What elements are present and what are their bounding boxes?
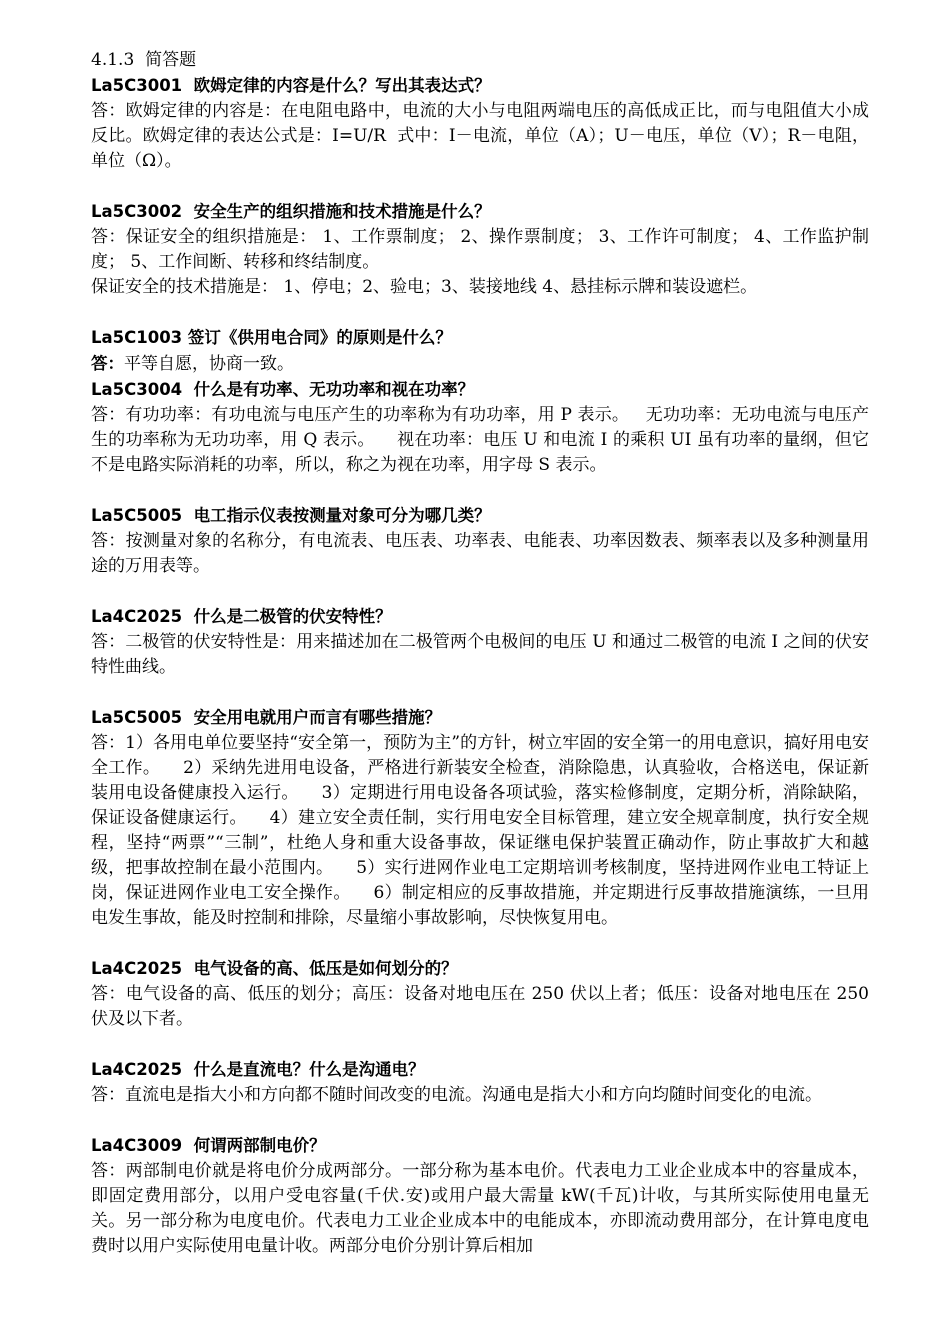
question-9 [91, 1057, 869, 1083]
question-6 [91, 604, 869, 630]
question-4 [91, 377, 869, 403]
answer-2-technical: 保证安全的技术措施是： 1、停电；2、验电；3、装接地线 4、悬挂标示牌和装设遮栏。 [91, 277, 758, 297]
question-7-title: La5C5005 安全用电就用户而言有哪些措施？ [91, 708, 442, 727]
question-2-title: La5C3002 安全生产的组织措施和技术措施是什么？ [91, 202, 491, 221]
question-1 [91, 73, 869, 99]
answer-2-organizational: 答：保证安全的组织措施是： 1、工作票制度； 2、操作票制度； 3、工作许可制度； 4、工作监护制度； 5、工作间断、转移和终结制度。 [91, 227, 869, 272]
answer-10: 答：两部制电价就是将电价分成两部分。一部分称为基本电价。代表电力工业企业成本中的容量成本，即固定费用部分，以用户受电容量(千伏.安)或用户最大需量 kW(千瓦)计收，与其所实际使用电量无关。另一部分称为电度电价。代表电力工业企业成本中的电能成本，亦即流动费用部分，在计算电度电费时以用户实际使用电量计收。两部分电价分别计算后相加 [91, 1161, 869, 1256]
answer-3 [91, 351, 869, 377]
question-2 [91, 199, 869, 225]
answer-1: 答：欧姆定律的内容是：在电阻电路中，电流的大小与电阻两端电压的高低成正比，而与电阻值大小成反比。欧姆定律的表达公式是：I=U/R 式中：I－电流，单位（A）；U－电压，单位（V）；R－电阻，单位（Ω）。 [91, 101, 869, 171]
question-8 [91, 956, 869, 982]
question-3 [91, 325, 869, 351]
spacer [91, 1032, 869, 1057]
document-page [91, 48, 875, 1259]
question-9-title: La4C2025 什么是直流电？什么是沟通电？ [91, 1060, 425, 1079]
spacer [91, 478, 869, 503]
question-8-title: La4C2025 电气设备的高、低压是如何划分的？ [91, 959, 458, 978]
answer-8: 答：电气设备的高、低压的划分；高压：设备对地电压在 250 伏以上者；低压：设备对地电压在 250 伏及以下者。 [91, 984, 875, 1029]
answer-3-label: 答： [91, 354, 124, 373]
question-6-title: La4C2025 什么是二极管的伏安特性？ [91, 607, 392, 626]
section-title: 4.1.3 简答题 [91, 50, 197, 70]
spacer [91, 1108, 869, 1133]
question-10-title: La4C3009 何谓两部制电价？ [91, 1136, 326, 1155]
question-4-title: La5C3004 什么是有功率、无功功率和视在功率？ [91, 380, 475, 399]
spacer [91, 680, 869, 705]
question-1-title: La5C3001 欧姆定律的内容是什么？写出其表达式？ [91, 76, 491, 95]
answer-3-text: 平等自愿，协商一致。 [124, 354, 294, 374]
spacer [91, 931, 869, 956]
question-5-title: La5C5005 电工指示仪表按测量对象可分为哪几类？ [91, 506, 491, 525]
answer-5: 答：按测量对象的名称分，有电流表、电压表、功率表、电能表、功率因数表、频率表以及多种测量用途的万用表等。 [91, 531, 869, 576]
answer-7: 答：1）各用电单位要坚持“安全第一，预防为主”的方针，树立牢固的安全第一的用电意识，搞好用电安全工作。 2）采纳先进用电设备，严格进行新装安全检查，消除隐患，认真验收，合格送电，保证新装用电设备健康投入运行。 3）定期进行用电设备各项试验，落实检修制度，定期分析，消除缺陷，保证设备健康运行。 4）建立安全责任制，实行用电安全目标管理，建立安全规章制度，执行安全规程，坚持“两票”“三制”，杜绝人身和重大设备事故，保证继电保护装置正确动作，防止事故扩大和越级，把事故控制在最小范围内。 5）实行进网作业电工定期培训考核制度，坚持进网作业电工特证上岗，保证进网作业电工安全操作。 6）制定相应的反事故措施，并定期进行反事故措施演练，一旦用电发生事故，能及时控制和排除，尽量缩小事故影响，尽快恢复用电。 [91, 733, 869, 928]
question-3-title: La5C1003 签订《供用电合同》的原则是什么？ [91, 328, 452, 347]
spacer [91, 579, 869, 604]
answer-6: 答：二极管的伏安特性是：用来描述加在二极管两个电极间的电压 U 和通过二极管的电流 I 之间的伏安特性曲线。 [91, 632, 869, 677]
answer-4: 答：有功功率：有功电流与电压产生的功率称为有功功率，用 P 表示。 无功功率：无功电流与电压产生的功率称为无功功率，用 Q 表示。 视在功率：电压 U 和电流 I 的乘积 UI 虽有功率的量纲，但它不是电路实际消耗的功率，所以，称之为视在功率，用字母 S 表示。 [91, 405, 869, 475]
question-7 [91, 705, 869, 731]
question-10 [91, 1133, 869, 1159]
answer-9: 答：直流电是指大小和方向都不随时间改变的电流。沟通电是指大小和方向均随时间变化的电流。 [91, 1085, 822, 1105]
spacer [91, 174, 869, 199]
question-5 [91, 503, 869, 529]
spacer [91, 300, 869, 325]
